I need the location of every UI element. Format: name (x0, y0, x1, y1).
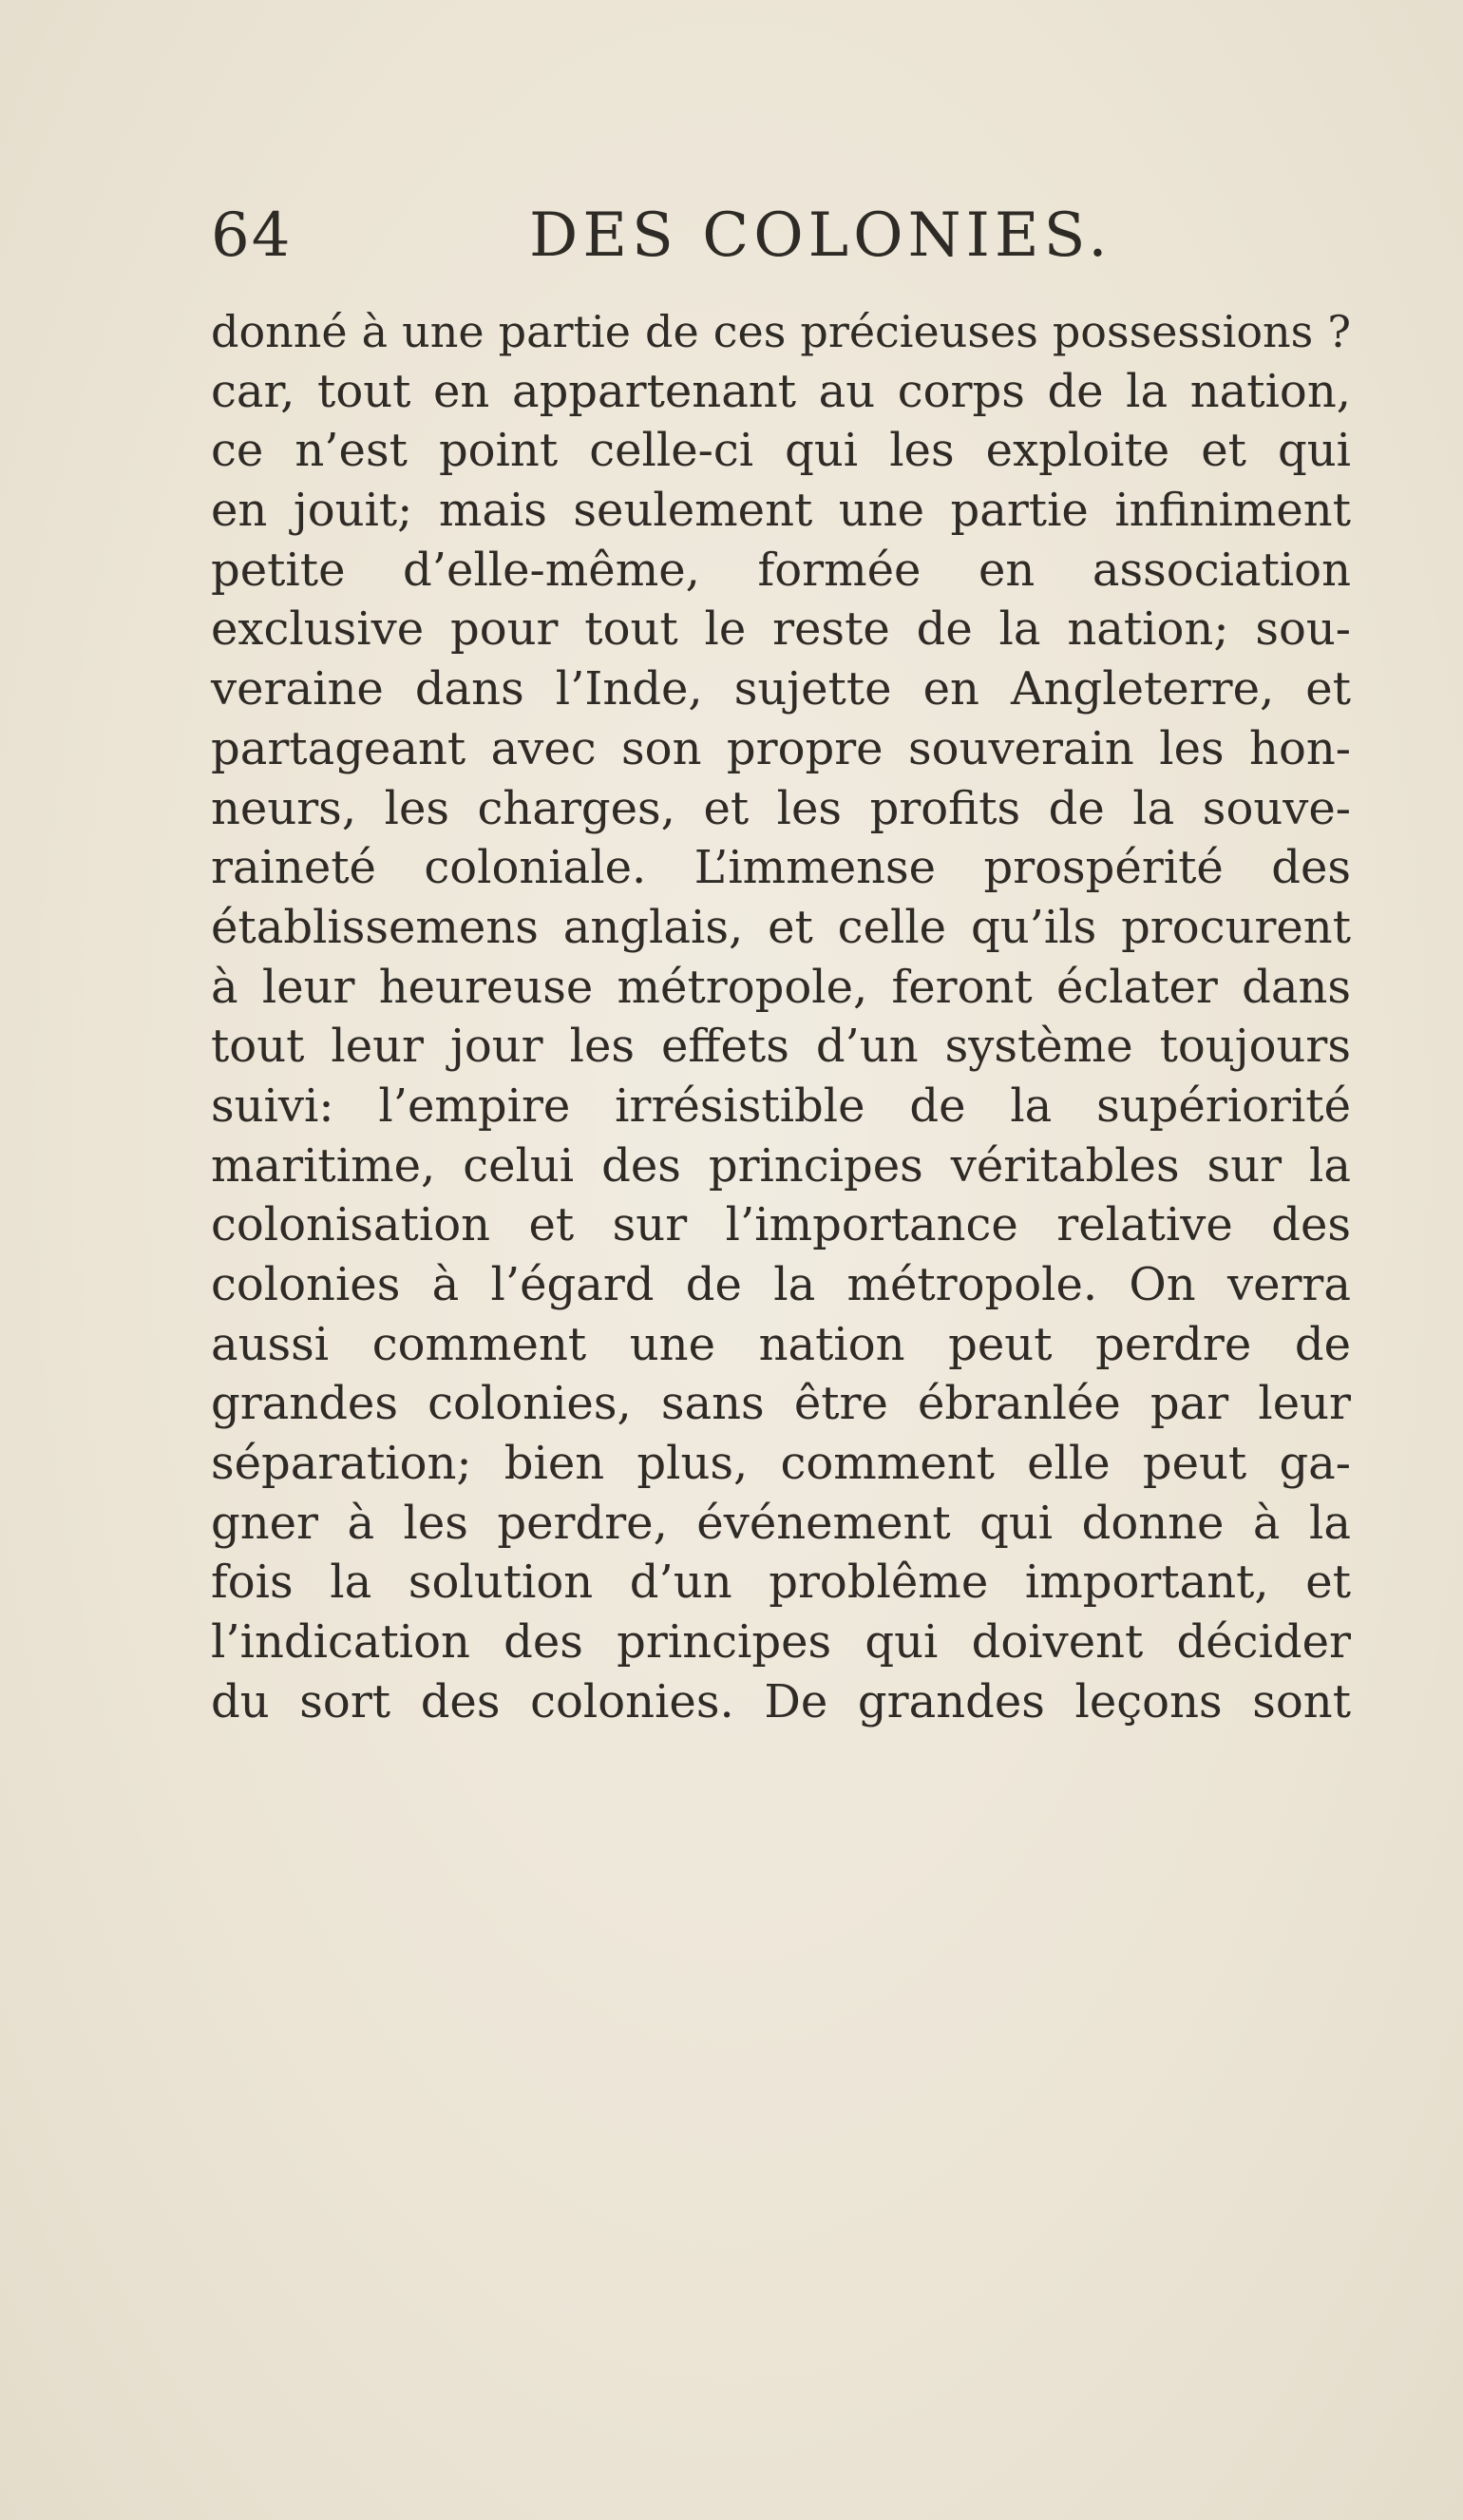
text-line: maritime, celui des principes véritables sur la (211, 1138, 1351, 1193)
body-text (211, 302, 1351, 1732)
text-line: ce n’est point celle-ci qui les exploite et qui (211, 424, 1351, 478)
text-line: établissemens anglais, et celle qu’ils procurent (211, 900, 1351, 954)
text-line: en jouit; mais seulement une partie infiniment (211, 484, 1351, 538)
text-line: gner à les perdre, événement qui donne à la (211, 1496, 1351, 1550)
text-line: car, tout en appartenant au corps de la nation, (211, 364, 1351, 418)
text-line: colonies à l’égard de la métropole. On verra (211, 1258, 1351, 1311)
text-line: à leur heureuse métropole, feront éclater dans (211, 960, 1351, 1014)
text-line: du sort des colonies. De grandes leçons sont (211, 1674, 1351, 1728)
text-line: donné à une partie de ces précieuses possessions ? (211, 306, 1351, 357)
text-line: aussi comment une nation peut perdre de (211, 1317, 1351, 1371)
text-line: tout leur jour les effets d’un système toujours (211, 1020, 1351, 1074)
text-line: séparation; bien plus, comment elle peut ga- (211, 1437, 1351, 1491)
text-line: colonisation et sur l’importance relative des (211, 1198, 1351, 1252)
text-line: grandes colonies, sans être ébranlée par leur (211, 1377, 1351, 1431)
running-title: DES COLONIES. (529, 200, 1112, 271)
text-line: exclusive pour tout le reste de la nation; sou- (211, 602, 1351, 657)
text-line: petite d’elle-même, formée en association (211, 543, 1351, 597)
page-number: 64 (211, 200, 293, 271)
text-line: neurs, les charges, et les profits de la souve- (211, 781, 1351, 835)
text-line: fois la solution d’un problême important, et (211, 1556, 1351, 1610)
text-line: veraine dans l’Inde, sujette en Angleterre, et (211, 662, 1351, 716)
text-line: raineté coloniale. L’immense prospérité des (211, 841, 1351, 895)
page-header (211, 198, 1351, 274)
text-line: suivi: l’empire irrésistible de la supériorité (211, 1079, 1351, 1133)
text-line: l’indication des principes qui doivent décider (211, 1615, 1351, 1670)
text-line: partageant avec son propre souverain les hon- (211, 721, 1351, 775)
